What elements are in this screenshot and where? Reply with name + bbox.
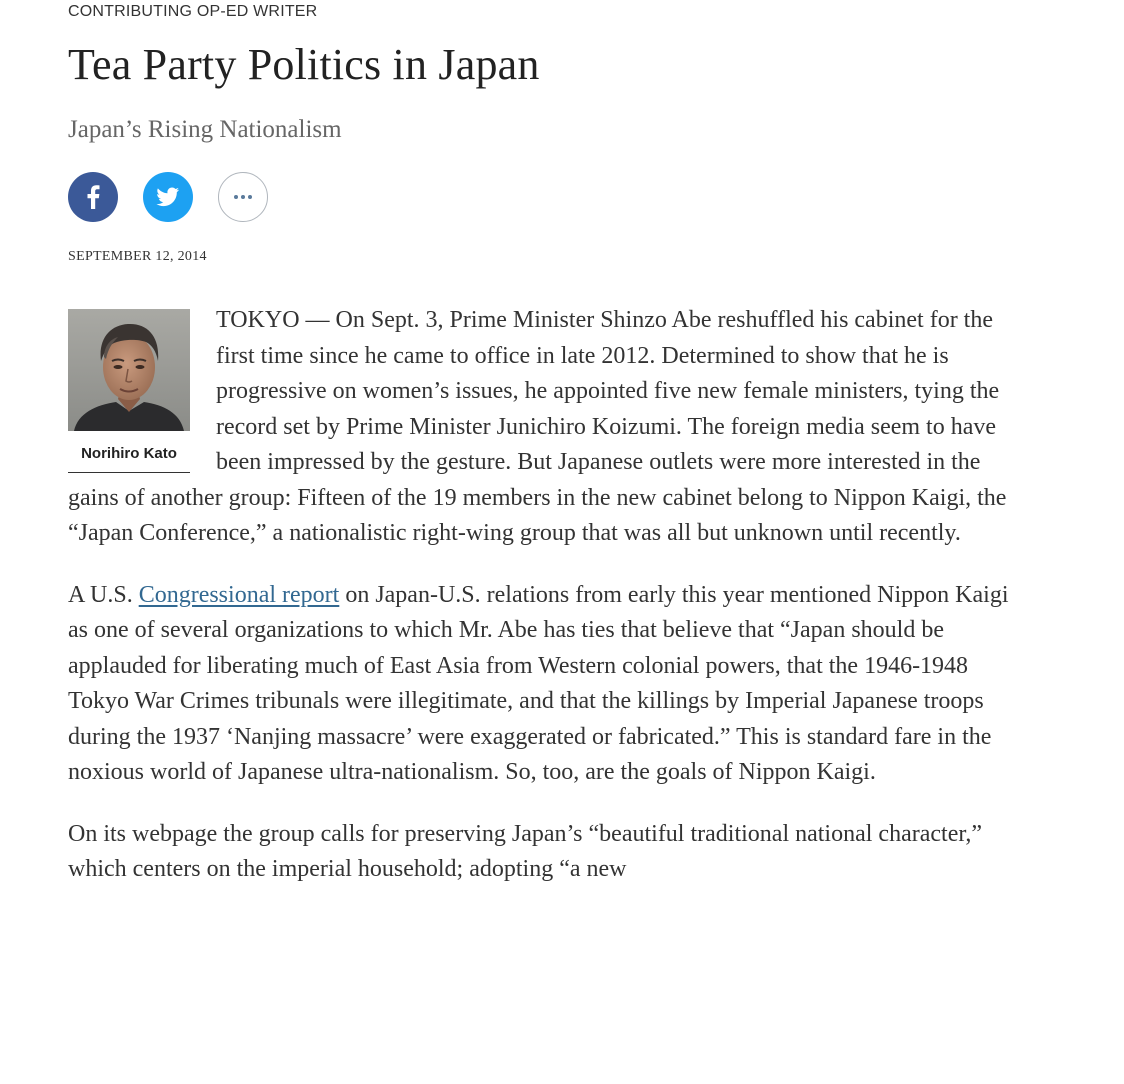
share-toolbar	[68, 172, 1028, 222]
kicker-label: CONTRIBUTING OP-ED WRITER	[68, 3, 318, 20]
paragraph-1: TOKYO — On Sept. 3, Prime Minister Shinzo Abe reshuffled his cabinet for the first time since he came to office in late 2012. Determined to show that he is progressive on women’s issues, he appointed five new female ministers, tying the record set by Prime Minister Junichiro Koizumi. The foreign media seem to have been impressed by the gesture. But Japanese outlets were more interested in the gains of another group: Fifteen of the 19 members in the new cabinet belong to Nippon Kaigi, the “Japan Conference,” a nationalistic right-wing group that was all but unknown until recently.	[68, 307, 1007, 546]
facebook-icon	[68, 172, 118, 222]
author-portrait	[68, 309, 190, 431]
author-card[interactable]	[68, 309, 190, 473]
article-body	[68, 303, 1018, 888]
publish-date: SEPTEMBER 12, 2014	[68, 249, 207, 264]
twitter-icon	[143, 172, 193, 222]
paragraph-2-lead: A U.S.	[68, 581, 139, 608]
series-title[interactable]: Japan’s Rising Nationalism	[68, 116, 342, 143]
more-icon	[228, 192, 258, 202]
twitter-share-button[interactable]	[143, 172, 193, 222]
paragraph-2	[68, 578, 1018, 791]
headline: Tea Party Politics in Japan	[68, 40, 540, 89]
facebook-share-button[interactable]	[68, 172, 118, 222]
author-name[interactable]: Norihiro Kato	[68, 431, 190, 473]
paragraph-2-text: on Japan-U.S. relations from early this year mentioned Nippon Kaigi as one of several organizations to which Mr. Abe has ties that believe that “Japan should be applauded for liberating much of East Asia from Western colonial powers, that the 1946-1948 Tokyo War Crimes tribunals were illegitimate, and that the killings by Imperial Japanese troops during the 1937 ‘Nanjing massacre’ were exaggerated or fabricated.” This is standard fare in the noxious world of Japanese ultra-nationalism. So, too, are the goals of Nippon Kaigi.	[68, 581, 1009, 785]
congressional-report-link[interactable]: Congressional report	[138, 581, 340, 608]
paragraph-3: On its webpage the group calls for preserving Japan’s “beautiful traditional national character,” which centers on the imperial household; adopting “a new	[68, 820, 983, 882]
more-share-options-button[interactable]	[218, 172, 268, 222]
article-page	[68, 0, 1028, 914]
